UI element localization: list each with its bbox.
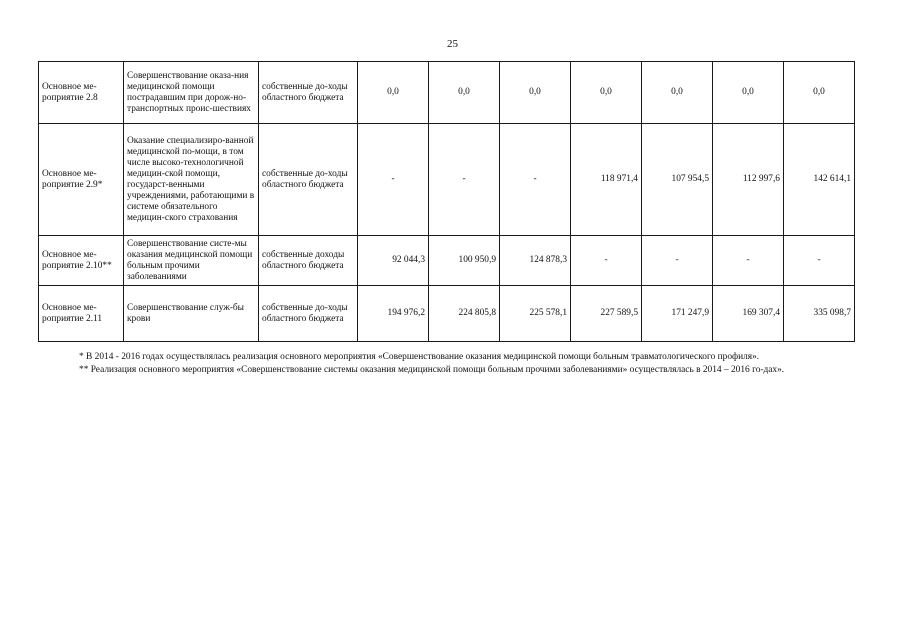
funding-source: собственные до-ходы областного бюджета xyxy=(259,62,358,124)
funding-source: собственные до-ходы областного бюджета xyxy=(259,124,358,236)
page-number: 25 xyxy=(447,38,458,50)
value-cell: 92 044,3 xyxy=(358,236,429,286)
value-cell: 0,0 xyxy=(429,62,500,124)
activity-name: Основное ме-роприятие 2.9* xyxy=(39,124,124,236)
table-row xyxy=(39,62,855,124)
value-cell: - xyxy=(358,124,429,236)
value-cell: 0,0 xyxy=(713,62,784,124)
activity-description: Совершенствование оказа-ния медицинской помощи пострадавшим при дорож-но-транспортных проис-шествиях xyxy=(124,62,259,124)
value-cell: 0,0 xyxy=(642,62,713,124)
value-cell: - xyxy=(713,236,784,286)
value-cell: 171 247,9 xyxy=(642,286,713,342)
value-cell: 118 971,4 xyxy=(571,124,642,236)
footnote-1: * В 2014 - 2016 годах осуществлялась реализация основного мероприятия «Совершенствование оказания медицинской помощи больным травматологического профиля». xyxy=(79,352,760,362)
activity-name: Основное ме-роприятие 2.11 xyxy=(39,286,124,342)
value-cell: 0,0 xyxy=(358,62,429,124)
table-row xyxy=(39,286,855,342)
funding-table xyxy=(38,61,855,342)
value-cell: - xyxy=(429,124,500,236)
value-cell: - xyxy=(571,236,642,286)
value-cell: 0,0 xyxy=(571,62,642,124)
value-cell: 112 997,6 xyxy=(713,124,784,236)
value-cell: 224 805,8 xyxy=(429,286,500,342)
value-cell: 124 878,3 xyxy=(500,236,571,286)
value-cell: 107 954,5 xyxy=(642,124,713,236)
activity-name: Основное ме-роприятие 2.8 xyxy=(39,62,124,124)
value-cell: 0,0 xyxy=(500,62,571,124)
footnotes xyxy=(38,351,860,377)
value-cell: 335 098,7 xyxy=(784,286,855,342)
value-cell: 169 307,4 xyxy=(713,286,784,342)
activity-name: Основное ме-роприятие 2.10** xyxy=(39,236,124,286)
table-row xyxy=(39,236,855,286)
value-cell: - xyxy=(500,124,571,236)
value-cell: 194 976,2 xyxy=(358,286,429,342)
activity-description: Совершенствование служ-бы крови xyxy=(124,286,259,342)
table-row xyxy=(39,124,855,236)
value-cell: 0,0 xyxy=(784,62,855,124)
value-cell: 225 578,1 xyxy=(500,286,571,342)
value-cell: 227 589,5 xyxy=(571,286,642,342)
value-cell: - xyxy=(784,236,855,286)
value-cell: 142 614,1 xyxy=(784,124,855,236)
value-cell: 100 950,9 xyxy=(429,236,500,286)
funding-source: собственные доходы областного бюджета xyxy=(259,236,358,286)
activity-description: Оказание специализиро-ванной медицинской по-мощи, в том числе высоко-технологичной медицин-ской помощи, государст-венными учреждениями, работающими в системе обязательного медицин-ского страхования xyxy=(124,124,259,236)
activity-description: Совершенствование систе-мы оказания медицинской помощи больным прочими заболеваниями xyxy=(124,236,259,286)
funding-source: собственные до-ходы областного бюджета xyxy=(259,286,358,342)
value-cell: - xyxy=(642,236,713,286)
footnote-2: ** Реализация основного мероприятия «Совершенствование системы оказания медицинской помощи больным прочими заболеваниями» осуществлялась в 2014 – 2016 го-дах». xyxy=(79,365,785,375)
